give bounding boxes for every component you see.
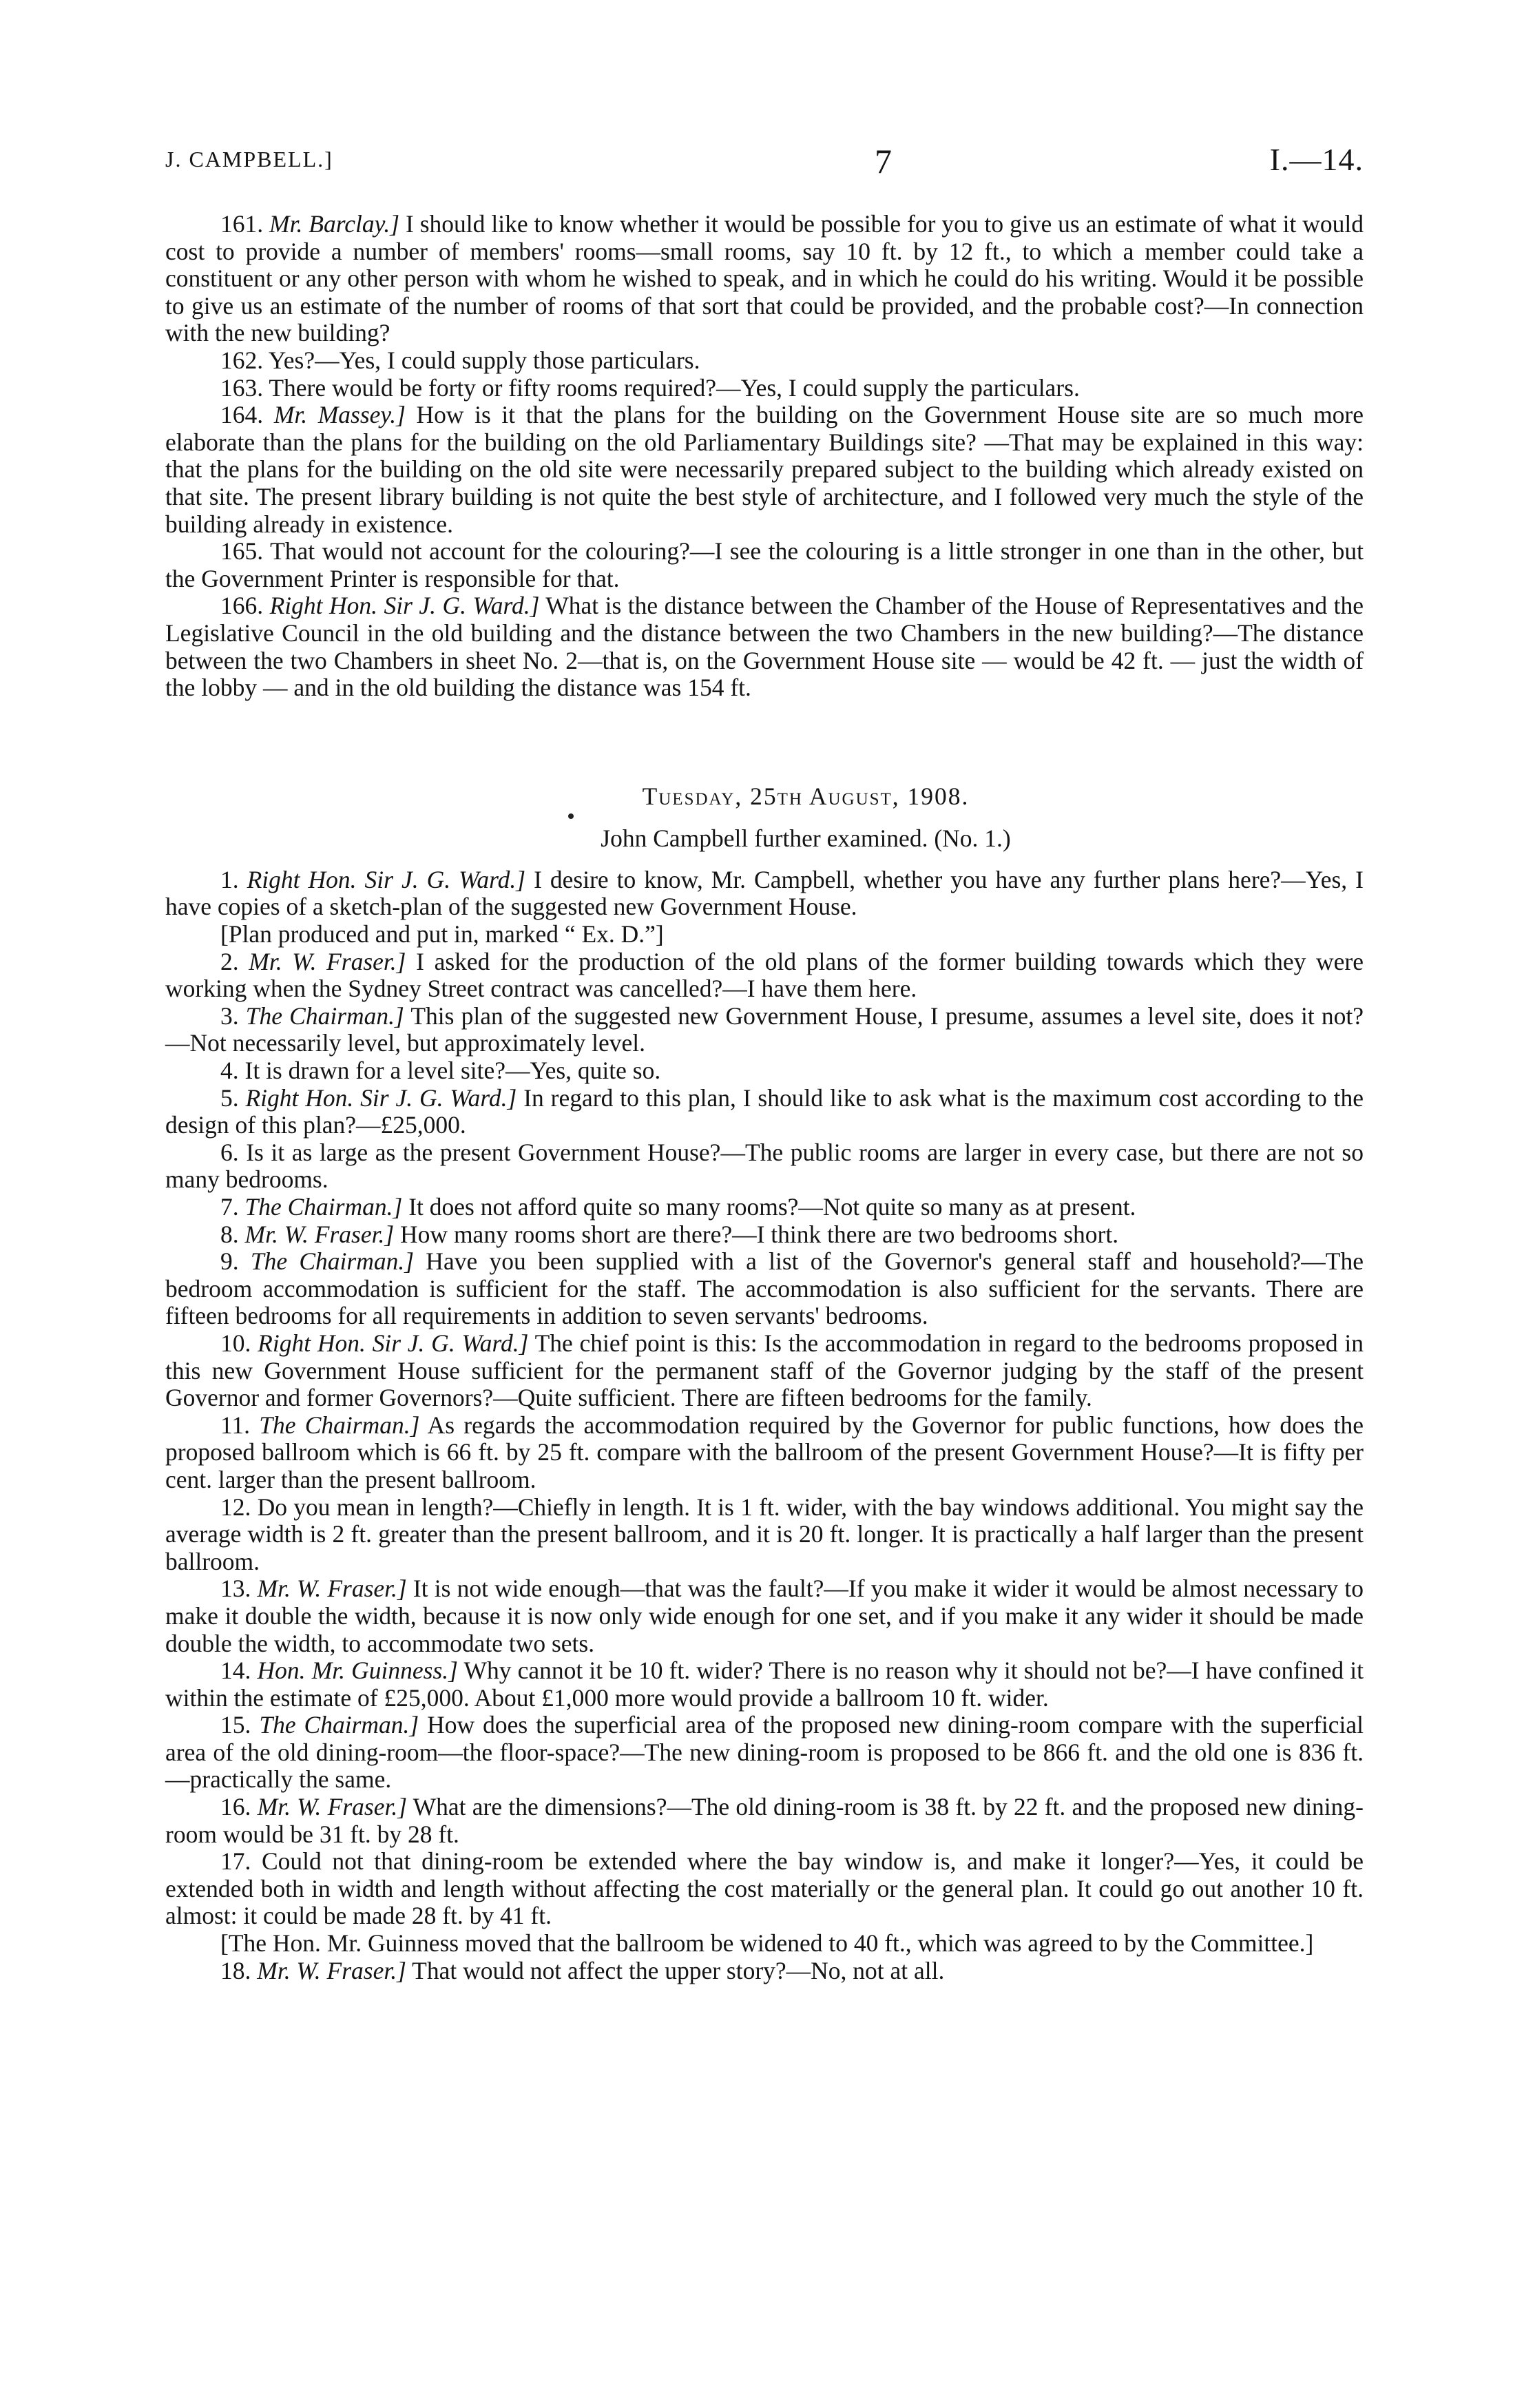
question-number: 14. [220,1657,251,1685]
question-number: 6. [220,1138,239,1166]
testimony-text: This plan of the suggested new Government House, I presume, assumes a level site, does it not?—Not necessarily level, but approximately level. [165,1001,1364,1057]
speaker-name: Right Hon. Sir J. G. Ward.] [258,1329,529,1357]
examination-part-2 [165,866,1364,1984]
question-number: 17. [220,1847,251,1876]
header-witness: J. CAMPBELL.] [165,147,333,172]
speaker-name: Mr. W. Fraser.] [244,1220,395,1248]
speaker-name: Mr. W. Fraser.] [257,1575,407,1603]
testimony-text: That would not account for the colouring?—I see the colouring is a little stronger in one than in the other, but the Government Printer is responsible for that. [165,537,1364,592]
testimony-paragraph [165,347,1364,375]
testimony-text: [The Hon. Mr. Guinness moved that the ballroom be widened to 40 ft., which was agreed to by the Committee.] [220,1929,1314,1958]
testimony-paragraph [165,921,1364,948]
question-number: 2. [220,947,239,975]
testimony-paragraph [165,592,1364,701]
question-number: 161. [220,210,264,238]
question-number: 13. [220,1575,251,1603]
testimony-text: Yes?—Yes, I could supply those particulars. [268,346,700,374]
session-date: Tuesday, 25th August, 1908. [642,782,970,810]
testimony-paragraph [165,1248,1364,1330]
testimony-text: It does not afford quite so many rooms?—Not quite so many as at present. [402,1193,1136,1221]
question-number: 1. [220,865,239,893]
testimony-paragraph [165,1930,1364,1958]
document-body [165,211,1364,1984]
testimony-text: As regards the accommodation required by the Governor for public functions, how does the proposed ballroom which is 66 ft. by 25 ft. compare with the ballroom of the present Government House?—It is fifty per cent. larger than the present ballroom. [165,1411,1364,1493]
question-number: 3. [220,1001,239,1030]
testimony-text: I desire to know, Mr. Campbell, whether you have any further plans here?—Yes, I have copies of a sketch-plan of the suggested new Government House. [165,865,1364,921]
testimony-paragraph [165,1221,1364,1249]
testimony-paragraph [165,1330,1364,1412]
speaker-name: The Chairman.] [259,1411,420,1439]
speaker-name: The Chairman.] [259,1711,419,1739]
testimony-text: It is not wide enough—that was the fault?—If you make it wider it would be almost necessary to make it double the width, because it is now only wide enough for one set, and if you make it any wider it should be made double the width, to accommodate two sets. [165,1575,1364,1657]
testimony-text: How many rooms short are there?—I think there are two bedrooms short. [394,1220,1119,1248]
testimony-paragraph [165,1085,1364,1139]
testimony-paragraph [165,402,1364,538]
speaker-name: The Chairman.] [250,1247,415,1276]
testimony-text: [Plan produced and put in, marked “ Ex. D.”] [220,920,664,948]
testimony-paragraph [165,1057,1364,1085]
question-number: 4. [220,1057,239,1085]
testimony-paragraph [165,1848,1364,1930]
testimony-paragraph [165,538,1364,592]
testimony-text: What is the distance between the Chamber of the House of Representatives and the Legislative Council in the old building and the distance between the two Chambers in the new building?—The distance between the two Chambers in sheet No. 2—that is, on the Government House site — would be 42 ft. — just the width of the lobby — and in the old building the distance was 154 ft. [165,592,1364,702]
testimony-paragraph [165,1958,1364,1985]
question-number: 7. [220,1193,239,1221]
speaker-name: Right Hon. Sir J. G. Ward.] [269,592,540,620]
question-number: 9. [220,1247,239,1276]
testimony-text: It is drawn for a level site?—Yes, quite so. [244,1057,661,1085]
speaker-name: Right Hon. Sir J. G. Ward.] [247,865,526,893]
question-number: 18. [220,1956,251,1984]
speaker-name: Mr. W. Fraser.] [257,1956,406,1984]
testimony-text: How does the superficial area of the proposed new dining-room compare with the superficial area of the old dining-room—the floor-space?—The new dining-room is proposed to be 866 ft. and the old one is 836 ft.—practically the same. [165,1711,1364,1794]
question-number: 10. [220,1329,251,1357]
speaker-name: Mr. W. Fraser.] [249,947,406,975]
speaker-name: The Chairman.] [245,1001,404,1030]
question-number: 16. [220,1793,251,1821]
question-number: 164. [220,401,264,429]
question-number: 8. [220,1220,239,1248]
question-number: 15. [220,1711,251,1739]
testimony-paragraph [165,1712,1364,1794]
question-number: 165. [220,537,264,565]
testimony-paragraph [165,211,1364,347]
testimony-text: In regard to this plan, I should like to ask what is the maximum cost according to the design of this plan?—£25,000. [165,1083,1364,1139]
testimony-text: I should like to know whether it would be possible for you to give us an estimate of what it would cost to provide a number of members' rooms—small rooms, say 10 ft. by 12 ft., to which a member could take a constituent or any other person with whom he wished to speak, and in which he could do his writing. Would it be possible to give us an estimate of the number of rooms of that sort that could be provided, and the probable cost?—In connection with the new building? [165,210,1364,347]
testimony-paragraph [165,866,1364,921]
testimony-text: Why cannot it be 10 ft. wider? There is no reason why it should not be?—I have confined it within the estimate of £25,000. About £1,000 more would provide a ballroom 10 ft. wider. [165,1657,1364,1712]
question-number: 5. [220,1083,239,1112]
question-number: 12. [220,1493,251,1521]
speaker-name: Mr. Barclay.] [269,210,400,238]
testimony-paragraph [165,1794,1364,1848]
testimony-paragraph [165,948,1364,1003]
document-reference: I.—14. [1269,142,1364,177]
testimony-text: Could not that dining-room be extended where the bay window is, and make it longer?—Yes, it could be extended both in width and length without affecting the cost materially or the general plan. It could go out another 10 ft. almost: it could be made 28 ft. by 41 ft. [165,1847,1364,1930]
testimony-text: Is it as large as the present Government House?—The public rooms are larger in every case, but there are not so many bedrooms. [165,1138,1364,1194]
testimony-text: How is it that the plans for the building on the Government House site are so much more elaborate than the plans for the building on the old Parliamentary Buildings site? —That may be explained in this way: that the plans for the building on the old site were necessarily prepared subject to the building which already existed on that site. The present library building is not quite the best style of architecture, and I followed very much the style of the building already in existence. [165,401,1364,538]
testimony-paragraph [165,1139,1364,1194]
testimony-paragraph [165,1575,1364,1657]
testimony-text: The chief point is this: Is the accommodation in regard to the bedrooms proposed in this new Government House sufficient for the permanent staff of the Governor judging by the staff of the present Governor and former Governors?—Quite sufficient. There are fifteen bedrooms for the family. [165,1329,1364,1412]
testimony-text: I asked for the production of the old plans of the former building towards which they were working when the Sydney Street contract was cancelled?—I have them here. [165,947,1364,1003]
examination-part-1 [165,211,1364,702]
testimony-paragraph [165,1657,1364,1712]
testimony-text: What are the dimensions?—The old dining-room is 38 ft. by 22 ft. and the proposed new dining-room would be 31 ft. by 28 ft. [165,1793,1364,1848]
speaker-name: The Chairman.] [244,1193,403,1221]
question-number: 162. [220,346,264,374]
speaker-name: Hon. Mr. Guinness.] [257,1657,458,1685]
question-number: 11. [220,1411,251,1439]
speaker-name: Right Hon. Sir J. G. Ward.] [245,1083,517,1112]
testimony-text: Have you been supplied with a list of the Governor's general staff and household?—The bedroom accommodation is sufficient for the staff. The accommodation is also sufficient for the servants. There are fifteen bedrooms for all requirements in addition to seven servants' bedrooms. [165,1247,1364,1330]
testimony-text: Do you mean in length?—Chiefly in length. It is 1 ft. wider, with the bay windows additional. You might say the average width is 2 ft. greater than the present ballroom, and it is 20 ft. longer. It is practically a half larger than the present ballroom. [165,1493,1364,1575]
question-number: 166. [220,592,264,620]
page-header [165,141,1364,183]
question-number: 163. [220,373,264,402]
testimony-paragraph [165,1412,1364,1494]
testimony-paragraph [165,1003,1364,1057]
page-number: 7 [875,142,892,180]
testimony-text: That would not affect the upper story?—No, not at all. [406,1956,945,1984]
speaker-name: Mr. W. Fraser.] [257,1793,408,1821]
speaker-name: Mr. Massey.] [273,401,406,429]
session-subtitle: John Campbell further examined. (No. 1.) [601,824,1011,853]
testimony-text: There would be forty or fifty rooms required?—Yes, I could supply the particulars. [269,373,1080,402]
testimony-paragraph [165,375,1364,402]
testimony-paragraph [165,1494,1364,1576]
testimony-paragraph [165,1194,1364,1221]
